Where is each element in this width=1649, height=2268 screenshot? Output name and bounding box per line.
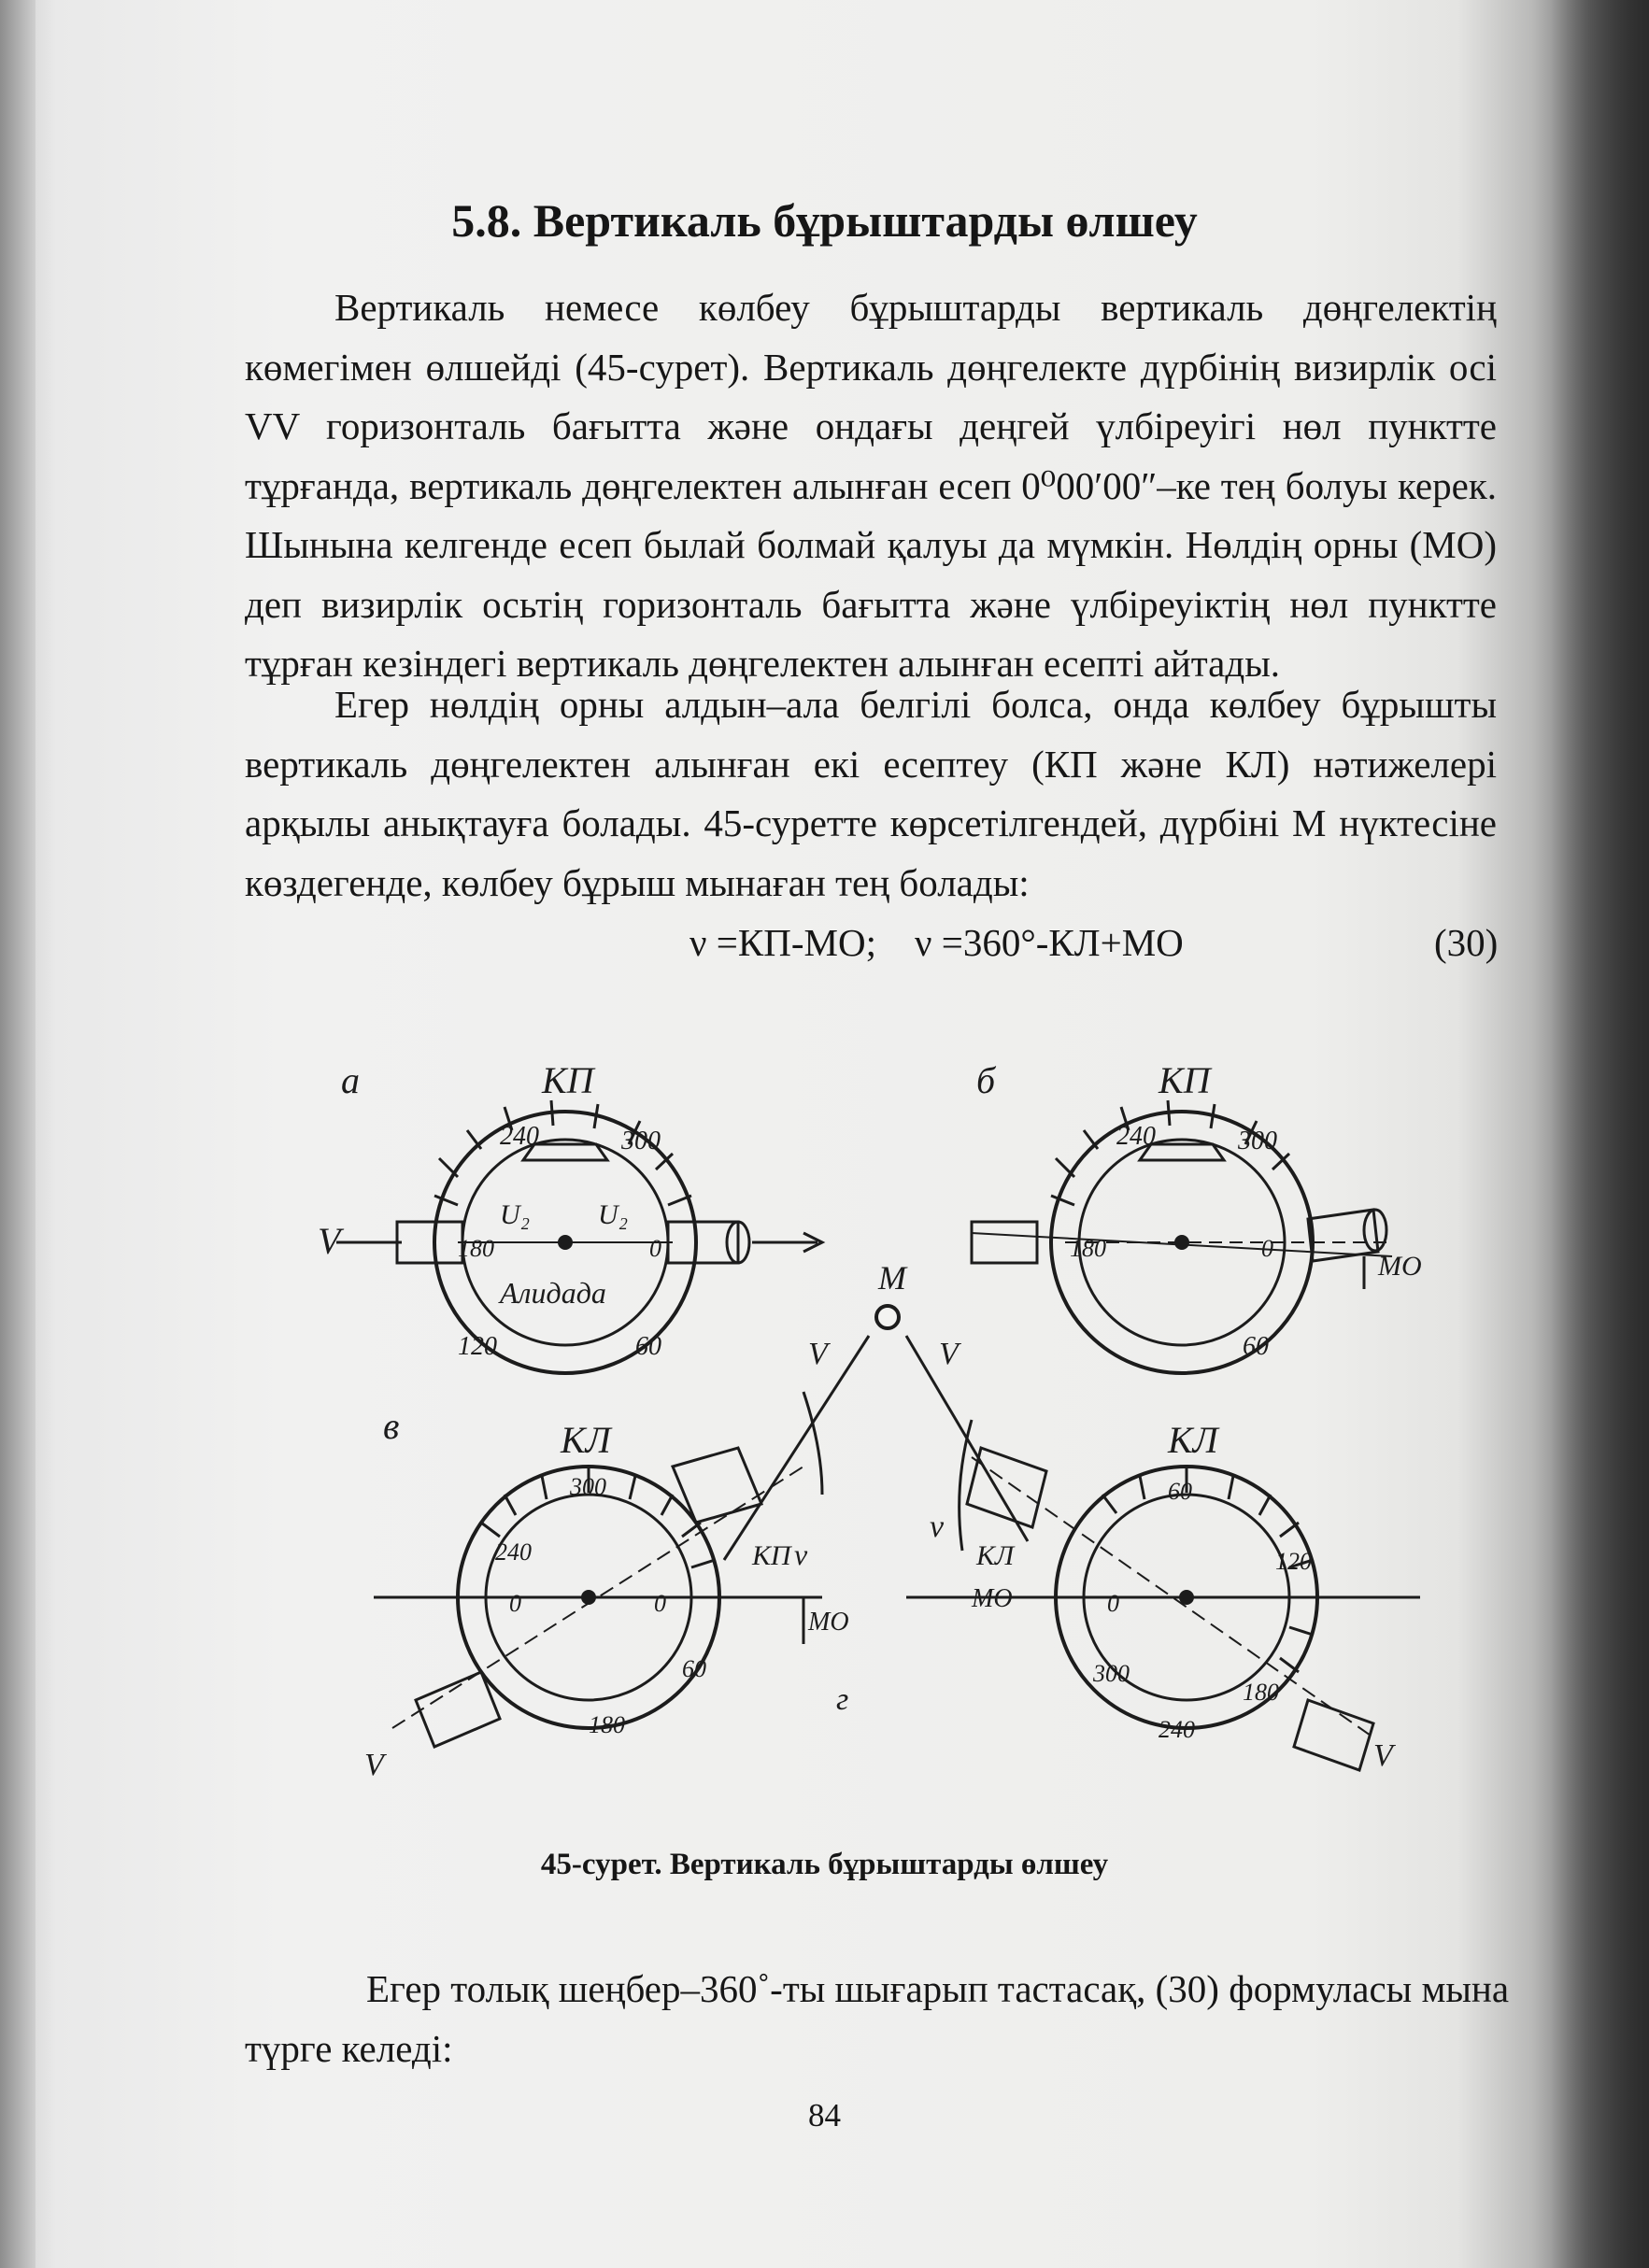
formula-30: ν =КП-МО; ν =360°-КЛ+МО	[689, 921, 1184, 964]
paragraph-2	[245, 675, 1497, 913]
panel-b-scale-300: 300	[1238, 1127, 1277, 1155]
panel-b-mo: МО	[1378, 1251, 1422, 1282]
page-edge-shadow	[1551, 0, 1649, 2268]
panel-g-letter: г	[836, 1682, 849, 1717]
panel-v-letter: в	[383, 1405, 400, 1447]
panel-a-dial	[336, 1100, 822, 1373]
panel-a-v2-left: U₂	[500, 1199, 531, 1230]
panel-v-kp: КП	[752, 1540, 791, 1571]
panel-v-v-bottom: V	[364, 1748, 384, 1782]
panel-g-v-bottom: V	[1373, 1738, 1393, 1773]
page-number: 84	[808, 2097, 841, 2133]
panel-a-v2-right: U₂	[598, 1199, 629, 1230]
panel-g-mo: МО	[972, 1584, 1013, 1613]
paragraph-1	[245, 278, 1497, 694]
panel-a-v-label: V	[318, 1220, 341, 1262]
binding-shadow	[0, 0, 36, 2268]
panel-a-scale-120: 120	[458, 1332, 497, 1361]
panel-a-alidade: Алидада	[500, 1276, 606, 1310]
sight-v-left: V	[808, 1337, 828, 1371]
panel-g-scale-0: 0	[1107, 1590, 1119, 1617]
panel-a-scale-240: 240	[500, 1122, 539, 1151]
paragraph-3	[245, 1960, 1543, 2078]
paragraph-2-text: Егер нөлдің орны алдын–ала белгілі болса, онда көлбеу бұрышты вертикаль дөңгелектен алынған екі есептеу (КП және КЛ) нәтижелері арқылы анықтауға болады. 45-суретте көрсетілгендей, дүрбіні М нүктесіне көздегенде, көлбеу бұрыш мынаған тең болады:	[245, 683, 1497, 904]
panel-a-top-label: КП	[542, 1059, 594, 1101]
panel-v-mo: МО	[808, 1608, 849, 1637]
panel-a-letter: а	[341, 1059, 360, 1101]
panel-b-scale-240: 240	[1116, 1122, 1156, 1151]
panel-g-scale-240: 240	[1159, 1716, 1195, 1743]
sight-v-right: V	[939, 1337, 959, 1371]
paragraph-3-text: Егер толық шеңбер–360˚-ты шығарып тастасақ, (30) формуласы мына түрге келеді:	[245, 1967, 1510, 2070]
panel-g-scale-60: 60	[1168, 1478, 1192, 1505]
panel-v-scale-60: 60	[682, 1655, 706, 1682]
point-m-label: М	[878, 1259, 906, 1297]
panel-v-scale-0b: 0	[654, 1590, 666, 1617]
panel-b-top-label: КП	[1159, 1059, 1211, 1101]
panel-g-top-label: КЛ	[1168, 1419, 1218, 1461]
panel-v-scale-300: 300	[570, 1473, 606, 1500]
panel-b-dial	[972, 1100, 1392, 1373]
panel-v-top-label: КЛ	[561, 1419, 611, 1461]
figure-45	[318, 1056, 1457, 1821]
panel-v-scale-240: 240	[495, 1538, 532, 1566]
panel-v-scale-180: 180	[589, 1711, 625, 1738]
figure-caption: 45-сурет. Вертикаль бұрыштарды өлшеу	[540, 1848, 1109, 1881]
section-heading: 5.8. Вертикаль бұрыштарды өлшеу	[451, 194, 1198, 247]
panel-g-kl: КЛ	[976, 1540, 1015, 1571]
panel-g-nu: ν	[930, 1510, 945, 1544]
panel-g-scale-180: 180	[1243, 1679, 1279, 1706]
panel-a-scale-180: 180	[458, 1235, 494, 1262]
panel-b-scale-0: 0	[1261, 1235, 1273, 1262]
paragraph-1-text: Вертикаль немесе көлбеу бұрыштарды вертикаль дөңгелектің көмегімен өлшейді (45-сурет). Вертикаль дөңгелекте дүрбінің визирлік осі VV горизонталь бағытта және ондағы деңгей үлбіреуігі нөл пунктте тұрғанда, вертикаль дөңгелектен алынған есеп 0⁰00′00″–ке тең болуы керек. Шынына келгенде есеп былай болмай қалуы да мүмкін. Нөлдің орны (МО) деп визирлік осьтің горизонталь бағытта және үлбіреуіктің нөл пунктте тұрған кезіндегі вертикаль дөңгелектен алынған есепті айтады.	[245, 286, 1497, 685]
panel-b-scale-180: 180	[1070, 1235, 1106, 1262]
panel-g-scale-300: 300	[1093, 1660, 1130, 1687]
panel-b-scale-60: 60	[1243, 1332, 1269, 1361]
panel-v-scale-0a: 0	[509, 1590, 521, 1617]
panel-g-scale-120: 120	[1275, 1548, 1312, 1575]
panel-a-scale-0: 0	[649, 1235, 661, 1262]
panel-b-letter: б	[976, 1059, 996, 1101]
panel-a-scale-60: 60	[635, 1332, 661, 1361]
panel-a-scale-300: 300	[621, 1127, 661, 1155]
formula-number: (30)	[1434, 921, 1499, 964]
panel-v-nu: ν	[794, 1538, 808, 1571]
point-m-marker	[876, 1306, 899, 1328]
